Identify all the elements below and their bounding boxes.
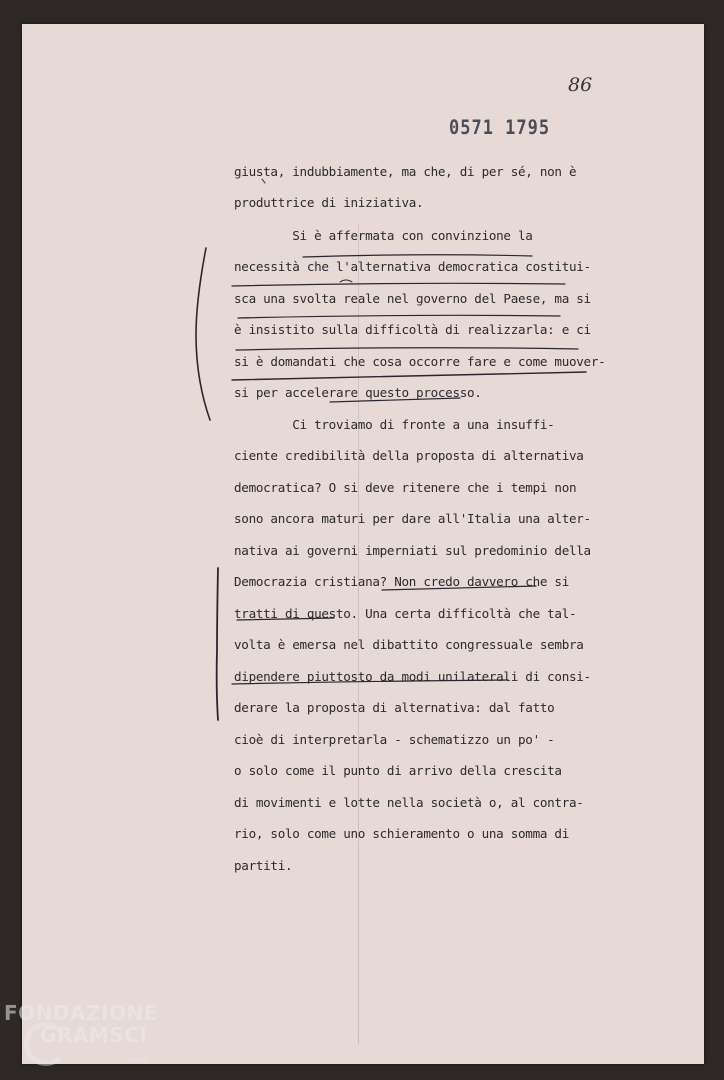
underline-mark xyxy=(237,618,334,620)
text-line: dipendere piuttosto da modi unilaterali di consi- xyxy=(234,669,591,684)
margin-bracket-mark xyxy=(196,248,210,420)
text-line: necessità che l'alternativa democratica costitui- xyxy=(234,259,591,274)
text-line: produttrice di iniziativa. xyxy=(234,195,424,210)
underline-mark xyxy=(232,680,508,684)
text-line: nativa ai governi imperniati sul predominio della xyxy=(234,543,591,558)
watermark-line1: FONDAZIONE xyxy=(4,1001,158,1025)
text-line: derare la proposta di alternativa: dal fatto xyxy=(234,700,555,715)
text-line: Si è affermata con convinzione la xyxy=(234,228,533,243)
text-line: si è domandati che cosa occorre fare e come muover- xyxy=(234,354,606,369)
text-line: democratica? O si deve ritenere che i tempi non xyxy=(234,480,577,495)
watermark-suffix: onlus xyxy=(128,1056,150,1065)
text-line: volta è emersa nel dibattito congressuale sembra xyxy=(234,637,584,652)
text-line: giusta, indubbiamente, ma che, di per sé, non è xyxy=(234,164,577,179)
text-line: Ci troviamo di fronte a una insuffi- xyxy=(234,417,555,432)
text-line: o solo come il punto di arrivo della crescita xyxy=(234,763,562,778)
margin-bracket-mark xyxy=(217,568,218,720)
underline-mark xyxy=(236,348,578,350)
underline-mark xyxy=(303,255,532,257)
underline-mark xyxy=(382,586,536,590)
text-line: rio, solo come uno schieramento o una somma di xyxy=(234,826,569,841)
text-line: è insistito sulla difficoltà di realizzarla: e ci xyxy=(234,322,591,337)
underline-mark xyxy=(330,398,460,402)
text-line: di movimenti e lotte nella società o, al contra- xyxy=(234,795,584,810)
watermark-line2: GRAMSCI xyxy=(40,1023,148,1047)
tick-mark xyxy=(262,179,265,183)
text-line: Democrazia cristiana? Non credo davvero che si xyxy=(234,574,569,589)
folio-number: 86 xyxy=(568,74,593,96)
underline-mark xyxy=(238,315,560,318)
text-line: sono ancora maturi per dare all'Italia una alter- xyxy=(234,511,591,526)
text-line: sca una svolta reale nel governo del Paese, ma si xyxy=(234,291,591,306)
underline-mark xyxy=(232,372,586,380)
archive-stamp: 0571 1795 xyxy=(449,116,551,140)
underline-mark xyxy=(232,283,565,286)
text-line: tratti di questo. Una certa difficoltà che tal- xyxy=(234,606,577,621)
text-line: si per accelerare questo processo. xyxy=(234,385,482,400)
tick-mark xyxy=(340,280,352,282)
text-line: cioè di interpretarla - schematizzo un po' - xyxy=(234,732,555,747)
text-line: ciente credibilità della proposta di alternativa xyxy=(234,448,584,463)
fondazione-gramsci-watermark xyxy=(4,1001,158,1065)
text-line: partiti. xyxy=(234,858,293,873)
